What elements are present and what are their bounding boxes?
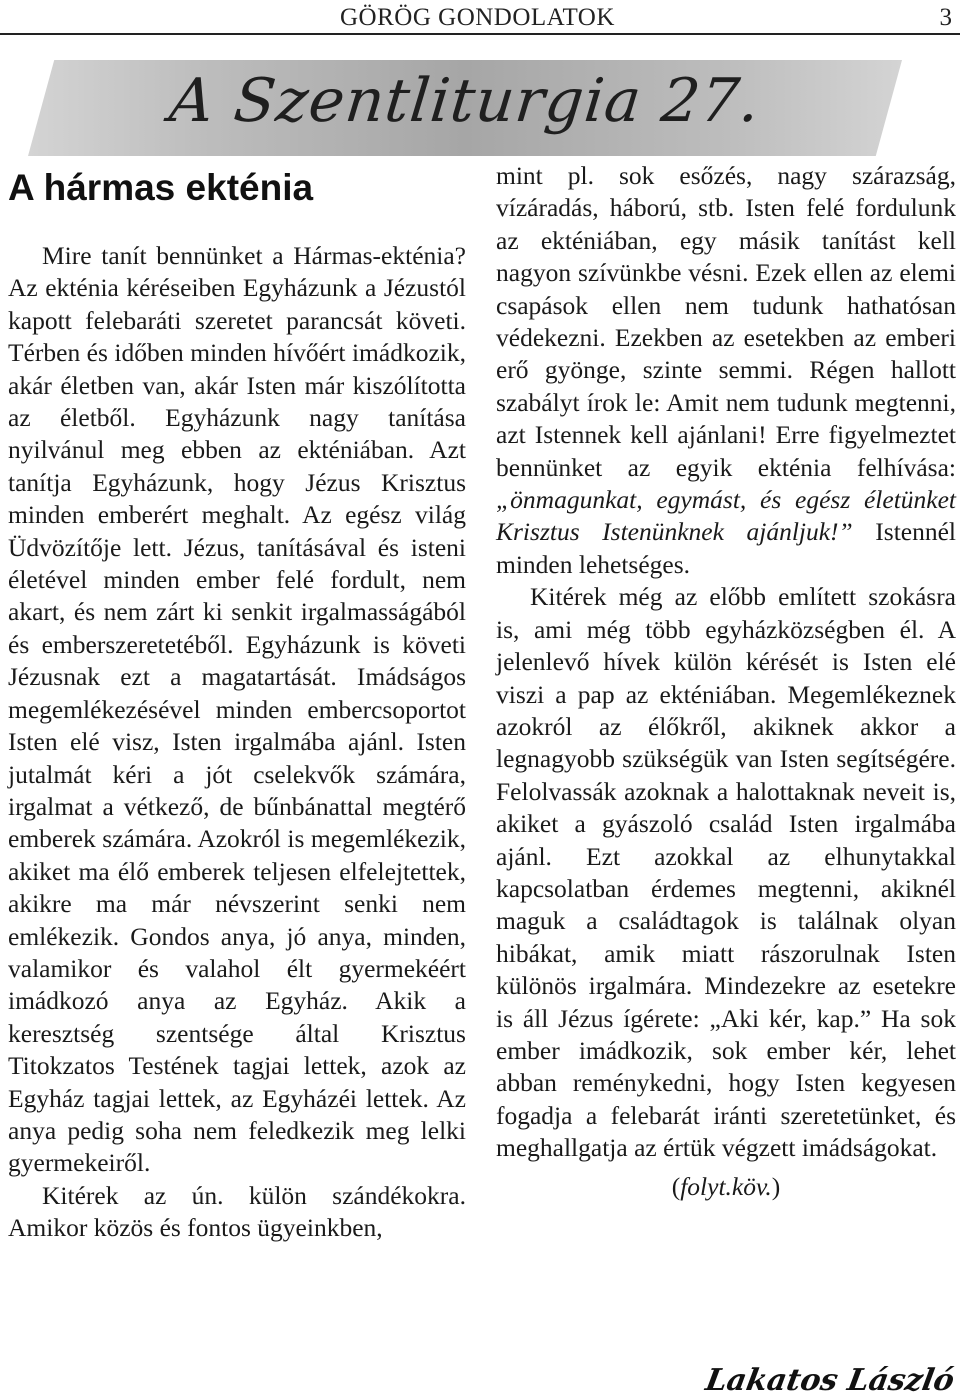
author-signature: Lakatos László [703, 1363, 958, 1398]
left-column [8, 160, 466, 1245]
ekteniya-quote: „önmagunkat, egymást, és egész életünket Krisztus Istenünknek ajánljuk!” [496, 485, 956, 547]
article-heading: A hármas ekténia [8, 167, 314, 208]
running-title: GÖRÖG GONDOLATOK [340, 4, 615, 31]
header-rule [0, 33, 960, 35]
page-number: 3 [939, 4, 952, 31]
continued-close-paren: ) [771, 1171, 781, 1201]
paragraph-1: Mire tanít bennünket a Hármas-ekténia? Az ekténia kéréseiben Egyházunk a Jézustól kapott felebaráti szeretet parancsát követi. Térben és időben minden hívőért imádkozik, akár életben van, akár Isten már kiszólította az életből. Egyházunk nagy tanítása nyilvánul meg ebben az ekténiában. Azt tanítja Egyházunk, hogy Jézus Krisztus minden emberért meghalt. Az egész világ Üdvözítője lett. Jézus, tanításával és isteni életével minden ember felé fordult, nem akart, és nem zárt ki senkit irgalmasságából és emberszeretetéből. Egyházunk is követi Jézusnak ezt a magatartását. Imádságos megemlékezésével minden embercsoportot Isten elé visz, Isten irgalmába ajánl. Isten jutalmát kéri a jót cselekvők számára, irgalmat a vétkező, de bűnbánattal megtérő emberek számára. Azokról is megemlékezik, akiket ma élő emberek teljesen elfelejtettek, akikre ma már névszerint senki nem emlékezik. Gondos anya, jó anya, minden, valamikor és valahol élt gyermekéért imádkozó anya az Egyház. Akik a keresztség szentsége által Krisztus Titokzatos Testének tagjai lettek, azok az Egyház tagjai lettek, az Egyházéi lettek. Az anya pedig soha nem feledkezik meg lelki gyermekeiről. [8, 241, 466, 1178]
paragraph-3: Kitérek még az előbb említett szokásra is, ami még több egyházközségben él. A jelenlevő hívek külön kérését is Isten elé viszi a pap az ekténiában. Megemlékeznek azokról az élőkről, akiknek akkor a legnagyobb szükségük van Isten segítségére. Felolvassák azoknak a halottaknak neveit is, akiket a gyászoló család Isten irgalmába ajánl. Ezt azokkal az elhunytakkal kapcsolatban érdemes megtenni, akiknél maguk a családtagok is találnak olyan hibákat, amik miatt rászorulnak Isten különös irgalmára. Mindezekre az esetekre is áll Jézus ígérete: „Aki kér, kap.” Ha sok ember imádkozik, sok ember kér, lehet abban reménykedni, hogy Isten kegyesen fogadja a felebarát iránti szeretetünket, és meghallgatja az értük végzett imádságokat. [496, 582, 956, 1163]
continued-note [496, 1171, 956, 1203]
paragraph-2-continued [496, 160, 956, 581]
series-banner [28, 60, 902, 156]
banner-title: A Szentliturgia 27. [166, 66, 764, 136]
continued-text: folyt.köv. [680, 1171, 772, 1201]
continued-open-paren: ( [671, 1171, 681, 1201]
right-column [496, 160, 956, 1203]
running-header [0, 0, 960, 34]
paragraph-2-end: Istennél minden lehetséges. [496, 517, 956, 579]
paragraph-2: Kitérek az ún. külön szándékokra. Amikor közös és fontos ügyeinkben, [8, 1180, 466, 1243]
paragraph-2-text: mint pl. sok esőzés, nagy szárazság, vízáradás, háború, stb. Isten felé fordulunk az ekténiában, egy másik tanítást kell nagyon szívünkbe vésni. Ezek ellen az elemi csapások ellen nem tudunk hathatósan védekezni. Ezekben az esetekben az emberi erő gyönge, szinte semmi. Régen hallott szabályt írok le: Amit nem tudunk megtenni, azt Istennek kell ajánlani! Erre figyelmeztet bennünket az egyik ekténia felhívása: [496, 161, 956, 482]
